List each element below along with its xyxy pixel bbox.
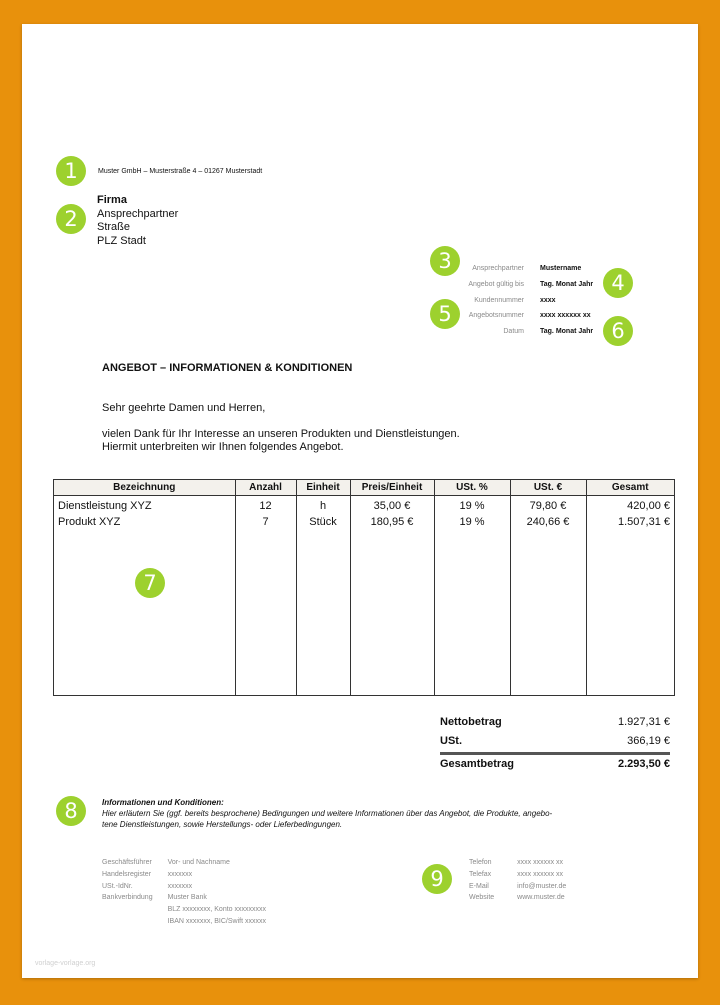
recipient-company: Firma bbox=[97, 194, 127, 206]
line-items-table bbox=[53, 479, 675, 696]
marker-badge-1: 1 bbox=[56, 156, 86, 186]
meta-value: Tag. Monat Jahr bbox=[540, 328, 594, 336]
conditions-heading: Informationen und Konditionen: bbox=[102, 798, 224, 807]
description-column bbox=[54, 496, 235, 696]
unit-price-column bbox=[350, 496, 434, 696]
footer-label: USt.-IdNr. bbox=[102, 882, 133, 890]
footer-value: Muster Bank bbox=[167, 894, 207, 902]
meta-label: Angebotsnummer bbox=[468, 312, 524, 320]
table-cell: Stück bbox=[309, 516, 337, 528]
table-cell: 19 % bbox=[459, 516, 485, 528]
marker-badge-2: 2 bbox=[56, 204, 86, 234]
meta-value: xxxx xxxxxx xx bbox=[540, 312, 591, 320]
table-cell: 35,00 € bbox=[373, 500, 411, 512]
table-cell: 240,66 € bbox=[526, 516, 570, 528]
marker-badge-3: 3 bbox=[430, 246, 460, 276]
footer-value: info@muster.de bbox=[517, 882, 567, 890]
footer-label: Telefon bbox=[469, 859, 492, 866]
footer-contact-info bbox=[469, 857, 566, 904]
footer-value: xxxx xxxxxx xx bbox=[517, 870, 564, 878]
vat-amount-column bbox=[510, 496, 586, 696]
net-total-label: Nettobetrag bbox=[440, 716, 502, 728]
footer-value: xxxxxxx bbox=[167, 882, 193, 890]
marker-badge-4: 4 bbox=[603, 268, 633, 298]
table-cell: 7 bbox=[262, 516, 269, 528]
vat-rate-column bbox=[434, 496, 510, 696]
grand-total-value: 2.293,50 € bbox=[618, 758, 670, 770]
recipient-contact: Ansprechpartner bbox=[97, 207, 179, 220]
meta-label: Kundennummer bbox=[474, 296, 524, 304]
vat-total-label: USt. bbox=[440, 735, 462, 747]
footer-value: xxxxxxx bbox=[167, 870, 193, 878]
footer-company-info bbox=[102, 857, 266, 928]
column-header: USt. € bbox=[510, 480, 586, 496]
footer-value: Vor- und Nachname bbox=[167, 859, 230, 866]
column-header: Anzahl bbox=[235, 480, 296, 496]
column-header: USt. % bbox=[434, 480, 510, 496]
totals-block bbox=[440, 713, 670, 774]
intro-line: Hiermit unterbreiten wir Ihnen folgendes Angebot. bbox=[102, 441, 344, 453]
sender-address-line: Muster GmbH – Musterstraße 4 – 01267 Musterstadt bbox=[98, 168, 263, 175]
vat-total-value: 366,19 € bbox=[627, 735, 670, 747]
footer-value: xxxx xxxxxx xx bbox=[517, 859, 564, 866]
footer-value: www.muster.de bbox=[517, 894, 565, 902]
marker-badge-9: 9 bbox=[422, 864, 452, 894]
table-cell: 79,80 € bbox=[529, 500, 567, 512]
offer-meta-info bbox=[420, 261, 593, 340]
footer-label: Geschäftsführer bbox=[102, 859, 152, 866]
recipient-street: Straße bbox=[97, 221, 131, 233]
table-cell: 420,00 € bbox=[627, 500, 670, 512]
conditions-text: Hier erläutern Sie (ggf. bereits besprochene) Bedingungen und weitere Informationen über das Angebot, die Produkte, angebo- bbox=[102, 809, 553, 818]
conditions-section bbox=[102, 797, 622, 830]
footer-label: Website bbox=[469, 894, 495, 902]
footer-value: BLZ xxxxxxxx, Konto xxxxxxxxx bbox=[167, 906, 267, 914]
meta-value: Mustername bbox=[540, 265, 582, 272]
net-total-value: 1.927,31 € bbox=[618, 716, 670, 728]
intro-line: vielen Dank für Ihr Interesse an unseren Produkten und Dienstleistungen. bbox=[102, 428, 460, 440]
meta-label: Ansprechpartner bbox=[472, 265, 524, 272]
column-header: Gesamt bbox=[586, 480, 674, 496]
table-cell: 1.507,31 € bbox=[618, 516, 670, 528]
footer-label: Telefax bbox=[469, 870, 492, 878]
marker-badge-5: 5 bbox=[430, 299, 460, 329]
recipient-address bbox=[97, 194, 178, 248]
meta-value: xxxx bbox=[540, 296, 556, 304]
recipient-city: PLZ Stadt bbox=[97, 234, 146, 247]
total-column bbox=[586, 496, 674, 696]
table-cell: Dienstleistung XYZ bbox=[58, 500, 152, 512]
meta-label: Angebot gültig bis bbox=[468, 280, 524, 288]
table-cell: 12 bbox=[259, 500, 272, 512]
footer-value: IBAN xxxxxxx, BIC/Swift xxxxxx bbox=[167, 917, 266, 925]
grand-total-label: Gesamtbetrag bbox=[440, 758, 514, 770]
document-title: ANGEBOT – INFORMATIONEN & KONDITIONEN bbox=[102, 362, 353, 374]
footer-label: Bankverbindung bbox=[102, 894, 153, 902]
column-header: Einheit bbox=[296, 480, 350, 496]
salutation: Sehr geehrte Damen und Herren, bbox=[102, 402, 266, 414]
footer-label bbox=[102, 904, 168, 916]
column-header: Preis/Einheit bbox=[350, 480, 434, 496]
meta-label: Datum bbox=[503, 328, 524, 336]
meta-value: Tag. Monat Jahr bbox=[540, 280, 594, 288]
marker-badge-8: 8 bbox=[56, 796, 86, 826]
watermark: vorlage-vorlage.org bbox=[35, 960, 96, 967]
table-cell: Produkt XYZ bbox=[58, 516, 121, 528]
footer-label bbox=[102, 916, 168, 928]
marker-badge-7: 7 bbox=[135, 568, 165, 598]
footer-label: E-Mail bbox=[469, 882, 489, 890]
footer-label: Handelsregister bbox=[102, 870, 152, 878]
table-cell: 180,95 € bbox=[370, 516, 414, 528]
marker-badge-6: 6 bbox=[603, 316, 633, 346]
quantity-column bbox=[235, 496, 296, 696]
conditions-text: tene Dienstleistungen, sowie Herstellungs- oder Lieferbedingungen. bbox=[102, 820, 343, 829]
unit-column bbox=[296, 496, 350, 696]
table-cell: 19 % bbox=[459, 500, 485, 512]
intro-text bbox=[102, 428, 460, 454]
column-header: Bezeichnung bbox=[54, 480, 235, 496]
table-cell: h bbox=[319, 500, 327, 512]
